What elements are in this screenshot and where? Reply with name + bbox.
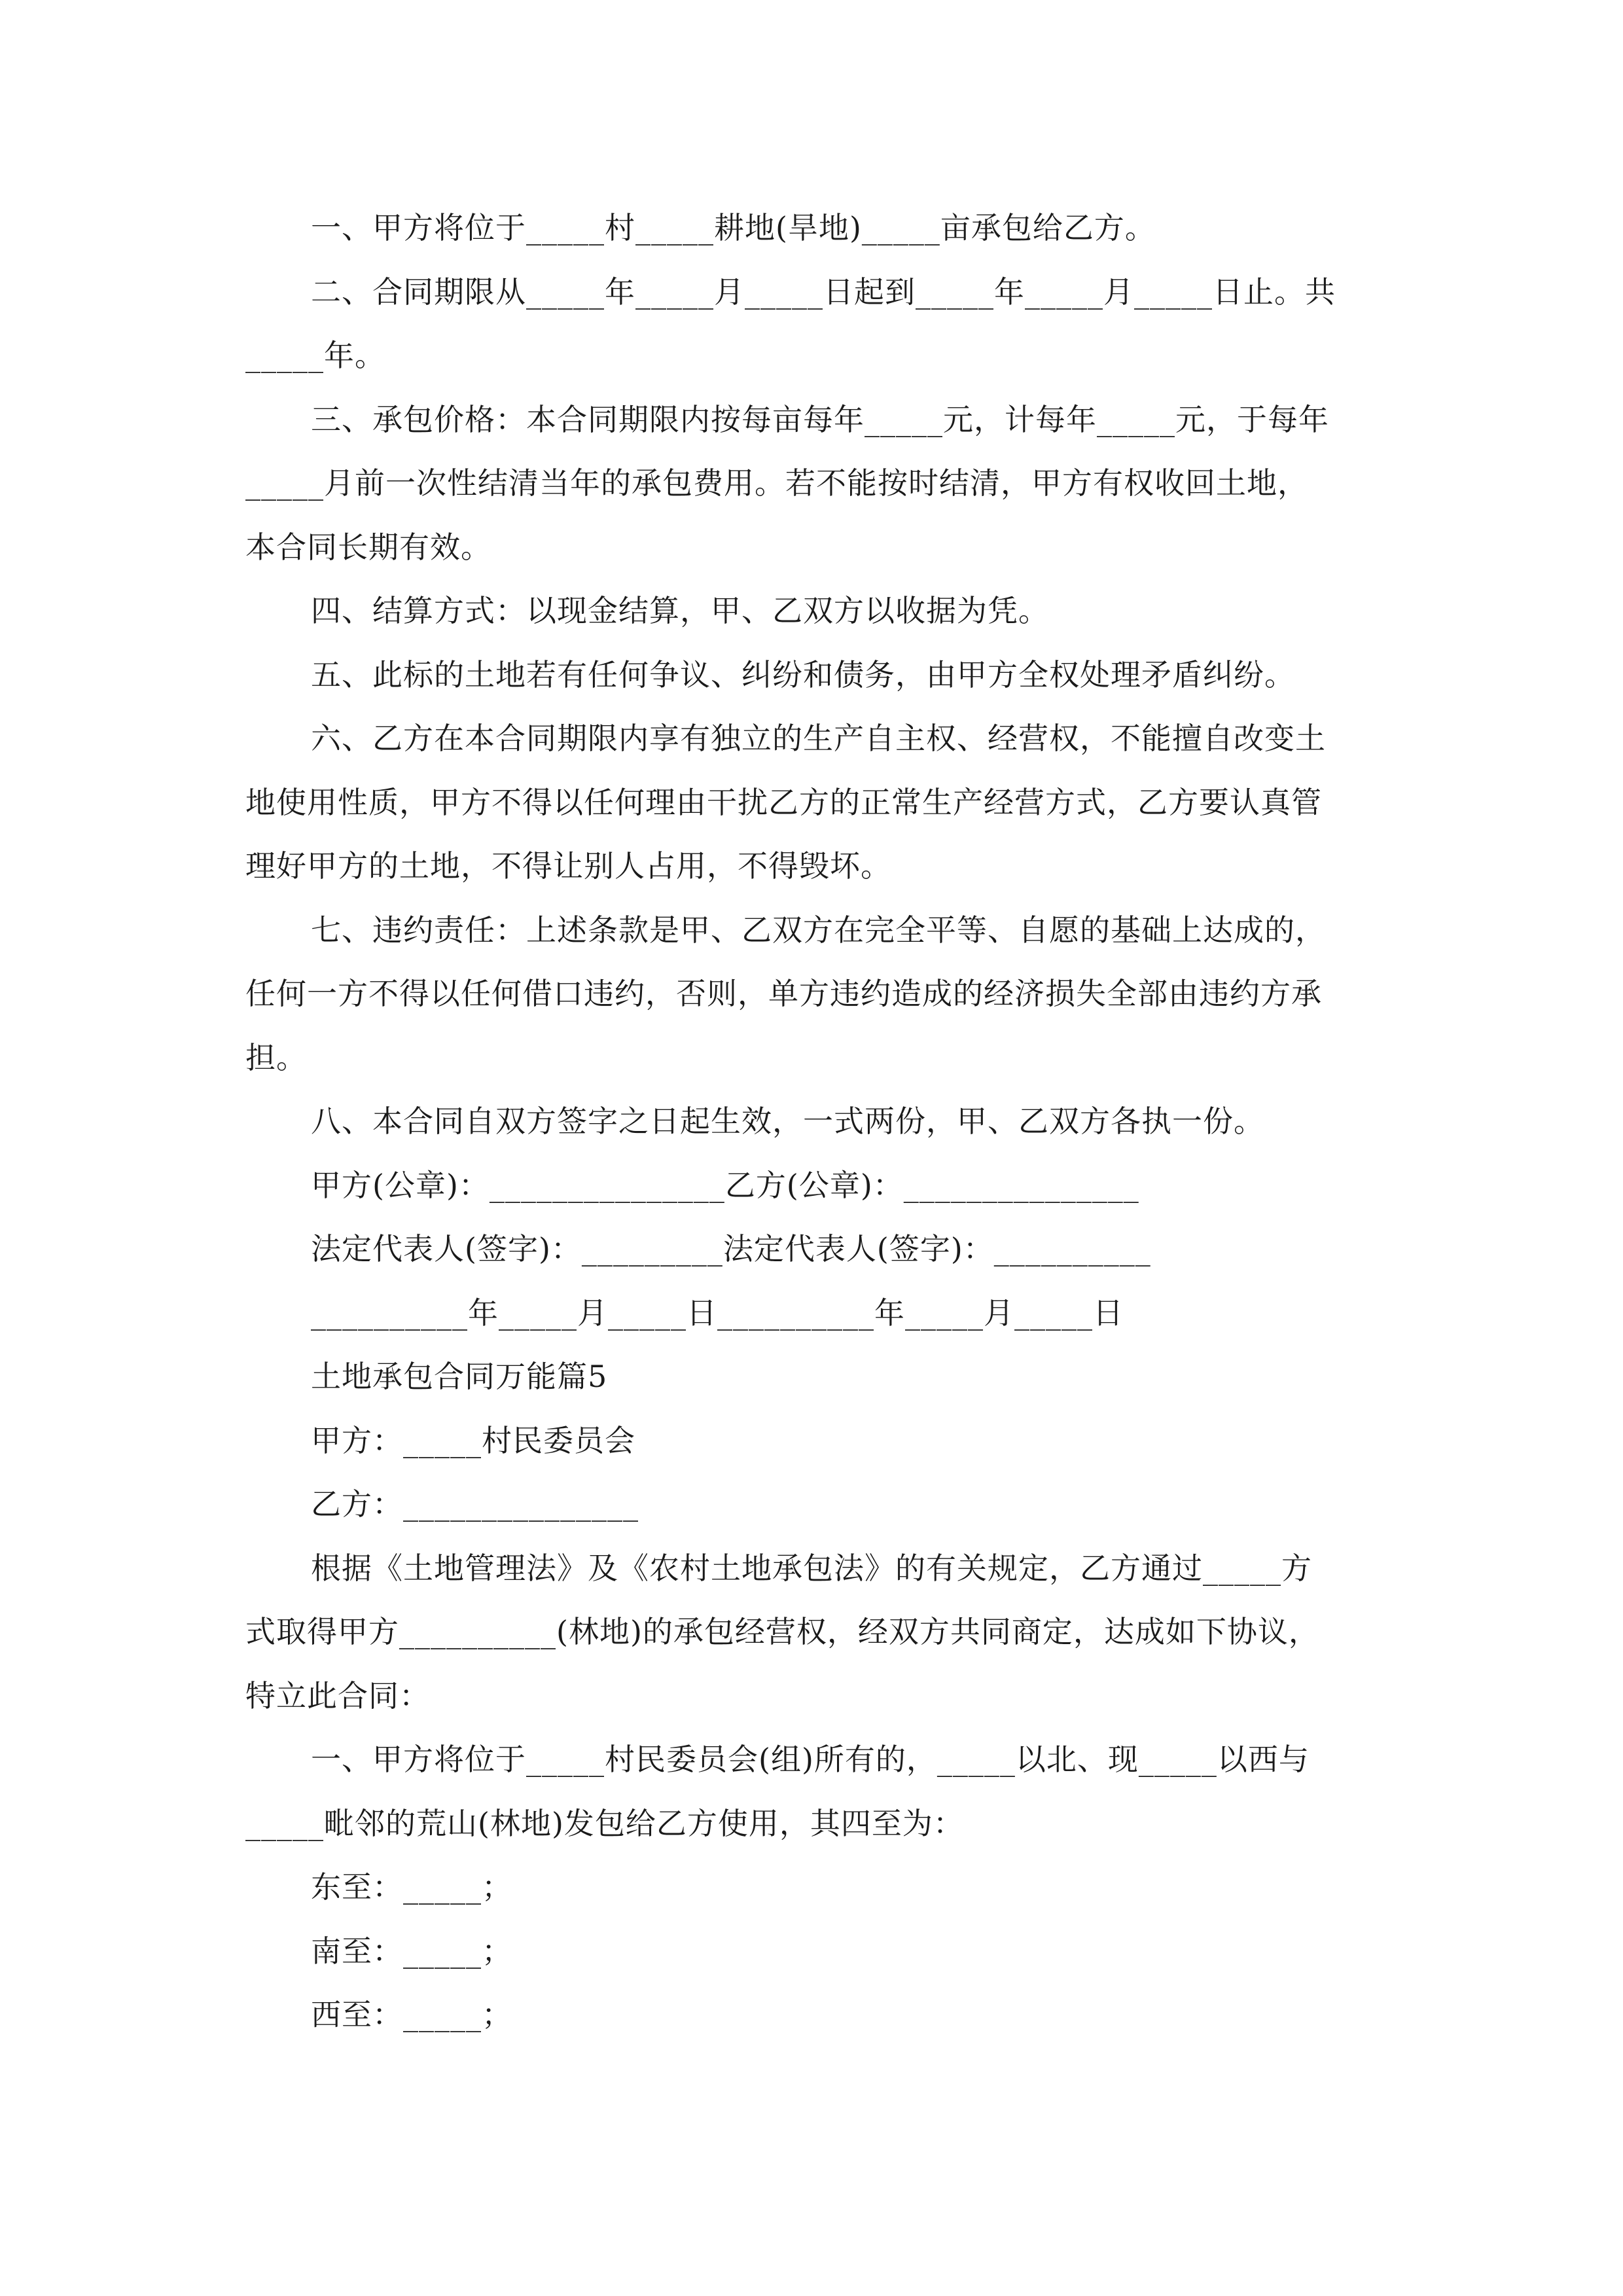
clause-2-line: 二、合同期限从_____年_____月_____日起到_____年_____月_____日止。共 [311,274,1336,310]
boundary-east: 东至：_____； [311,1869,512,1905]
boundary-west: 西至：_____； [311,1997,512,2032]
clause-6-line: 六、乙方在本合同期限内享有独立的生产自主权、经营权，不能擅自改变土 [311,721,1326,756]
boundary-south: 南至：_____； [311,1933,512,1969]
clause-5-line: 五、此标的土地若有任何争议、纠纷和债务，由甲方全权处理矛盾纠纷。 [311,656,1295,692]
clause-1-line: 一、甲方将位于_____村_____耕地(旱地)_____亩承包给乙方。 [311,210,1156,245]
clause-7-continuation: 担。 [245,1039,307,1075]
party-a-line: 甲方：_____村民委员会 [311,1422,635,1458]
party-b-line: 乙方：_______________ [311,1486,639,1522]
clause-3-continuation: 本合同长期有效。 [245,529,491,565]
document-body [245,196,1378,2047]
clause-2-continuation: _____年。 [245,338,385,373]
clause-7-continuation: 任何一方不得以任何借口违约，否则，单方违约造成的经济损失全部由违约方承 [245,976,1322,1011]
preamble-line: 根据《土地管理法》及《农村土地承包法》的有关规定，乙方通过_____方 [311,1550,1312,1586]
preamble-continuation: 式取得甲方__________(林地)的承包经营权，经双方共同商定，达成如下协议， [245,1614,1319,1649]
date-line: __________年_____月_____日__________年_____月_____日 [311,1295,1124,1331]
clause-4-line: 四、结算方式：以现金结算，甲、乙双方以收据为凭。 [311,593,1049,628]
clause-3-continuation: _____月前一次性结清当年的承包费用。若不能按时结清，甲方有权收回土地， [245,465,1308,501]
preamble-continuation: 特立此合同： [245,1677,430,1713]
section-heading: 土地承包合同万能篇5 [311,1359,608,1394]
new-clause-1-line: 一、甲方将位于_____村民委员会(组)所有的，_____以北、现_____以西与 [311,1742,1310,1777]
clause-6-continuation: 理好甲方的土地，不得让别人占用，不得毁坏。 [245,848,891,884]
clause-6-continuation: 地使用性质，甲方不得以任何理由干扰乙方的正常生产经营方式，乙方要认真管 [245,784,1322,820]
clause-3-line: 三、承包价格：本合同期限内按每亩每年_____元，计每年_____元，于每年 [311,401,1329,437]
seal-line: 甲方(公章)：_______________乙方(公章)：_______________ [311,1167,1139,1203]
representative-signature-line: 法定代表人(签字)：_________法定代表人(签字)：__________ [311,1231,1151,1266]
clause-7-line: 七、违约责任：上述条款是甲、乙双方在完全平等、自愿的基础上达成的， [311,912,1326,948]
clause-8-line: 八、本合同自双方签字之日起生效，一式两份，甲、乙双方各执一份。 [311,1103,1264,1139]
new-clause-1-continuation: _____毗邻的荒山(林地)发包给乙方使用，其四至为： [245,1805,964,1841]
